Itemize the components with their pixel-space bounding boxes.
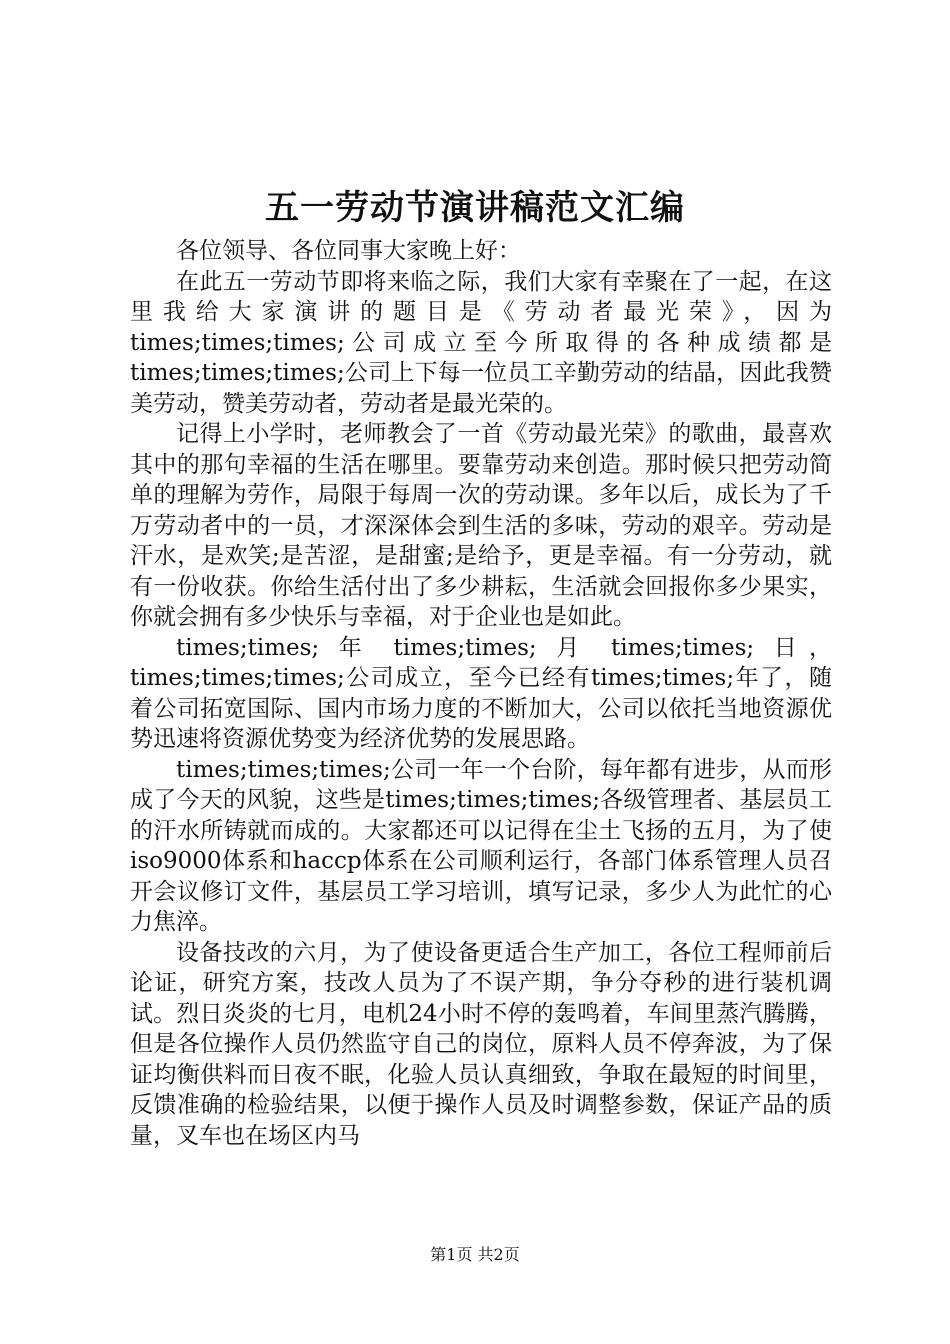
paragraph-4: times;times;times;公司一年一个台阶，每年都有进步，从而形成了今天的风貌，这些是times;times;times;各级管理者、基层员工的汗水所铸就而成的。大家都还可以记得在尘土飞扬的五月，为了使iso9000体系和haccp体系在公司顺利运行，各部门体系管理人员召开会议修订文件，基层员工学习培训，填写记录，多少人为此忙的心力焦淬。 bbox=[130, 756, 832, 935]
greeting-line: 各位领导、各位同事大家晚上好： bbox=[176, 238, 521, 264]
paragraph-1: 在此五一劳动节即将来临之际，我们大家有幸聚在了一起，在这里我给大家演讲的题目是《劳动者最光荣》，因为times;times;times;公司成立至今所取得的各种成绩都是times;times;times;公司上下每一位员工辛勤劳动的结晶，因此我赞美劳动，赞美劳动者，劳动者是最光荣的。 bbox=[130, 268, 832, 417]
paragraph-2: 记得上小学时，老师教会了一首《劳动最光荣》的歌曲，最喜欢其中的那句幸福的生活在哪里。要靠劳动来创造。那时候只把劳动简单的理解为劳作，局限于每周一次的劳动课。多年以后，成长为了千万劳动者中的一员，才深深体会到生活的多味，劳动的艰辛。劳动是汗水，是欢笑;是苦涩，是甜蜜;是给予，更是幸福。有一分劳动，就有一份收获。你给生活付出了多少耕耘，生活就会回报你多少果实，你就会拥有多少快乐与幸福，对于企业也是如此。 bbox=[130, 421, 832, 630]
page-footer: 第1页 共2页 bbox=[430, 1245, 520, 1264]
paragraph-5: 设备技改的六月，为了使设备更适合生产加工，各位工程师前后论证，研究方案，技改人员为了不误产期，争分夺秒的进行装机调试。烈日炎炎的七月，电机24小时不停的轰鸣着，车间里蒸汽腾腾，但是各位操作人员仍然监守自己的岗位，原料人员不停奔波，为了保证均衡供料而日夜不眠，化验人员认真细致，争取在最短的时间里，反馈准确的检验结果，以便于操作人员及时调整参数，保证产品的质量，叉车也在场区内马 bbox=[130, 939, 832, 1149]
paragraph-3: times;times; 年 times;times; 月 times;times; 日，times;times;times;公司成立，至今已经有times;times;年了，随着公司拓宽国际、国内市场力度的不断加大，公司以依托当地资源优势迅速将资源优势变为经济优势的发展思路。 bbox=[130, 634, 832, 752]
document-body bbox=[130, 236, 832, 1151]
page-title: 五一劳动节演讲稿范文汇编 bbox=[265, 188, 685, 228]
